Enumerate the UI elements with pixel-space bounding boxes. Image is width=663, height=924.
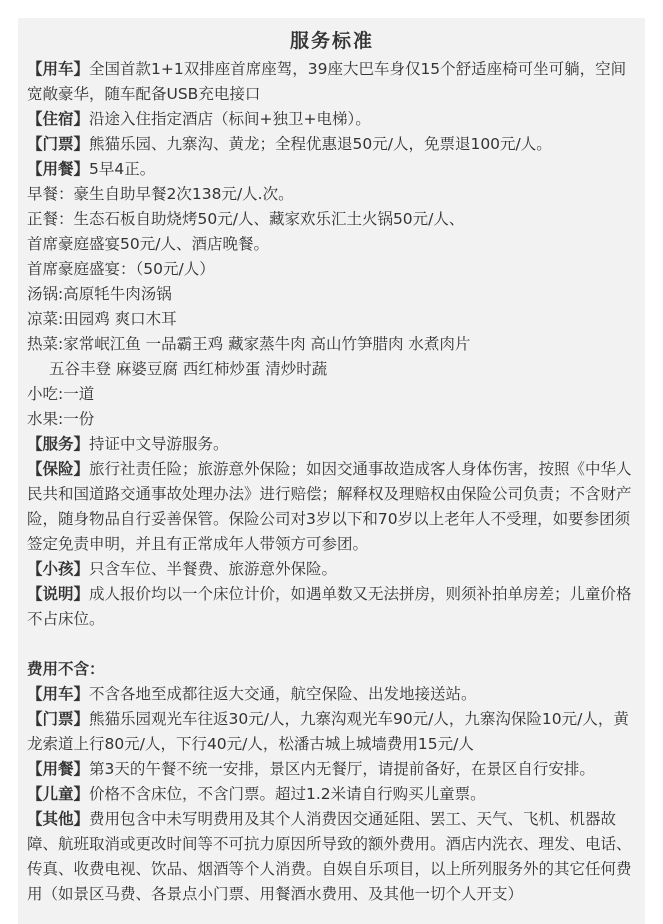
paragraph-text: 沿途入住指定酒店（标间+独卫+电梯）。 <box>89 110 371 128</box>
included-paragraph <box>27 432 637 457</box>
paragraph-label: 【门票】 <box>27 710 90 728</box>
excluded-paragraph <box>27 757 637 782</box>
included-paragraph <box>27 457 637 557</box>
paragraph-text: 凉菜:田园鸡 爽口木耳 <box>27 310 177 328</box>
paragraph-text: 水果:一份 <box>27 410 95 428</box>
excluded-paragraph <box>27 807 637 907</box>
paragraph-label: 【服务】 <box>27 435 90 453</box>
paragraph-text: 小吃:一道 <box>27 385 95 403</box>
paragraph-text: 熊猫乐园、九寨沟、黄龙；全程优惠退50元/人，免票退100元/人。 <box>89 135 552 153</box>
paragraph-label: 【用餐】 <box>27 760 90 778</box>
paragraph-label: 【用餐】 <box>27 160 90 178</box>
paragraph-text: 旅行社责任险；旅游意外保险；如因交通事故造成客人身体伤害，按照《中华人民共和国道路交通事故处理办法》进行赔偿；解释权及理赔权由保险公司负责；不含财产险，随身物品自行妥善保管。保险公司对3岁以下和70岁以上老年人不受理，如要参团须签定免责申明，并且有正常成年人带领方可参团。 <box>27 460 632 553</box>
paragraph-text: 首席豪庭盛宴：（50元/人） <box>27 260 215 278</box>
paragraph-text: 只含车位、半餐费、旅游意外保险。 <box>89 560 338 578</box>
paragraph-label: 【用车】 <box>27 60 90 78</box>
paragraph-text: 费用包含中未写明费用及其个人消费因交通延阻、罢工、天气、飞机、机器故障、航班取消或更改时间等不可抗力原因所导致的额外费用。酒店内洗衣、理发、电话、传真、收费电视、饮品、烟酒等个人消费。自娱自乐项目，以上所列服务外的其它任何费用（如景区马费、各景点小门票、用餐酒水费用、及其他一切个人开支） <box>27 810 632 903</box>
included-paragraph <box>27 257 637 282</box>
paragraph-text: 五谷丰登 麻婆豆腐 西红柿炒蛋 清炒时蔬 <box>49 360 328 378</box>
paragraph-label: 【其他】 <box>27 810 90 828</box>
included-paragraph <box>27 357 637 382</box>
page-title: 服务标准 <box>289 30 374 52</box>
paragraph-text: 全国首款1+1双排座首席座驾，39座大巴车身仅15个舒适座椅可坐可躺，空间宽敞豪华，随车配备USB充电接口 <box>27 60 627 103</box>
paragraph-text: 早餐：豪生自助早餐2次138元/人.次。 <box>27 185 294 203</box>
paragraph-text: 熊猫乐园观光车往返30元/人，九寨沟观光车90元/人，九寨沟保险10元/人，黄龙索道上行80元/人，下行40元/人，松潘古城上城墙费用15元/人 <box>27 710 629 753</box>
excluded-section <box>27 682 637 907</box>
document-panel <box>18 18 645 924</box>
included-paragraph <box>27 207 637 232</box>
included-paragraph <box>27 407 637 432</box>
document-content <box>18 18 645 907</box>
included-paragraph <box>27 57 637 107</box>
excluded-paragraph <box>27 682 637 707</box>
included-paragraph <box>27 107 637 132</box>
included-paragraph <box>27 582 637 632</box>
excluded-paragraph <box>27 707 637 757</box>
paragraph-label: 【儿童】 <box>27 785 90 803</box>
excluded-heading: 费用不含： <box>27 660 105 678</box>
paragraph-text: 价格不含床位，不含门票。超过1.2米请自行购买儿童票。 <box>89 785 486 803</box>
included-paragraph <box>27 132 637 157</box>
paragraph-text: 热菜:家常岷江鱼 一品霸王鸡 藏家蒸牛肉 高山竹笋腊肉 水煮肉片 <box>27 335 471 353</box>
included-section <box>27 57 637 632</box>
included-paragraph <box>27 182 637 207</box>
paragraph-text: 成人报价均以一个床位计价，如遇单数又无法拼房，则须补拍单房差；儿童价格不占床位。 <box>27 585 632 628</box>
paragraph-label: 【住宿】 <box>27 110 90 128</box>
paragraph-text: 5早4正。 <box>89 160 156 178</box>
included-paragraph <box>27 157 637 182</box>
paragraph-text: 持证中文导游服务。 <box>89 435 229 453</box>
included-paragraph <box>27 232 637 257</box>
paragraph-text: 汤锅:高原牦牛肉汤锅 <box>27 285 172 303</box>
included-paragraph <box>27 557 637 582</box>
included-paragraph <box>27 332 637 357</box>
included-paragraph <box>27 307 637 332</box>
paragraph-label: 【小孩】 <box>27 560 90 578</box>
paragraph-label: 【保险】 <box>27 460 90 478</box>
included-paragraph <box>27 282 637 307</box>
paragraph-text: 第3天的午餐不统一安排，景区内无餐厅，请提前备好，在景区自行安排。 <box>89 760 595 778</box>
paragraph-label: 【说明】 <box>27 585 90 603</box>
paragraph-text: 正餐：生态石板自助烧烤50元/人、藏家欢乐汇土火锅50元/人、 <box>27 210 465 228</box>
included-paragraph <box>27 382 637 407</box>
section-spacer <box>27 632 637 657</box>
paragraph-text: 不含各地至成都往返大交通，航空保险、出发地接送站。 <box>89 685 477 703</box>
excluded-paragraph <box>27 782 637 807</box>
paragraph-text: 首席豪庭盛宴50元/人、酒店晚餐。 <box>27 235 269 253</box>
paragraph-label: 【门票】 <box>27 135 90 153</box>
paragraph-label: 【用车】 <box>27 685 90 703</box>
